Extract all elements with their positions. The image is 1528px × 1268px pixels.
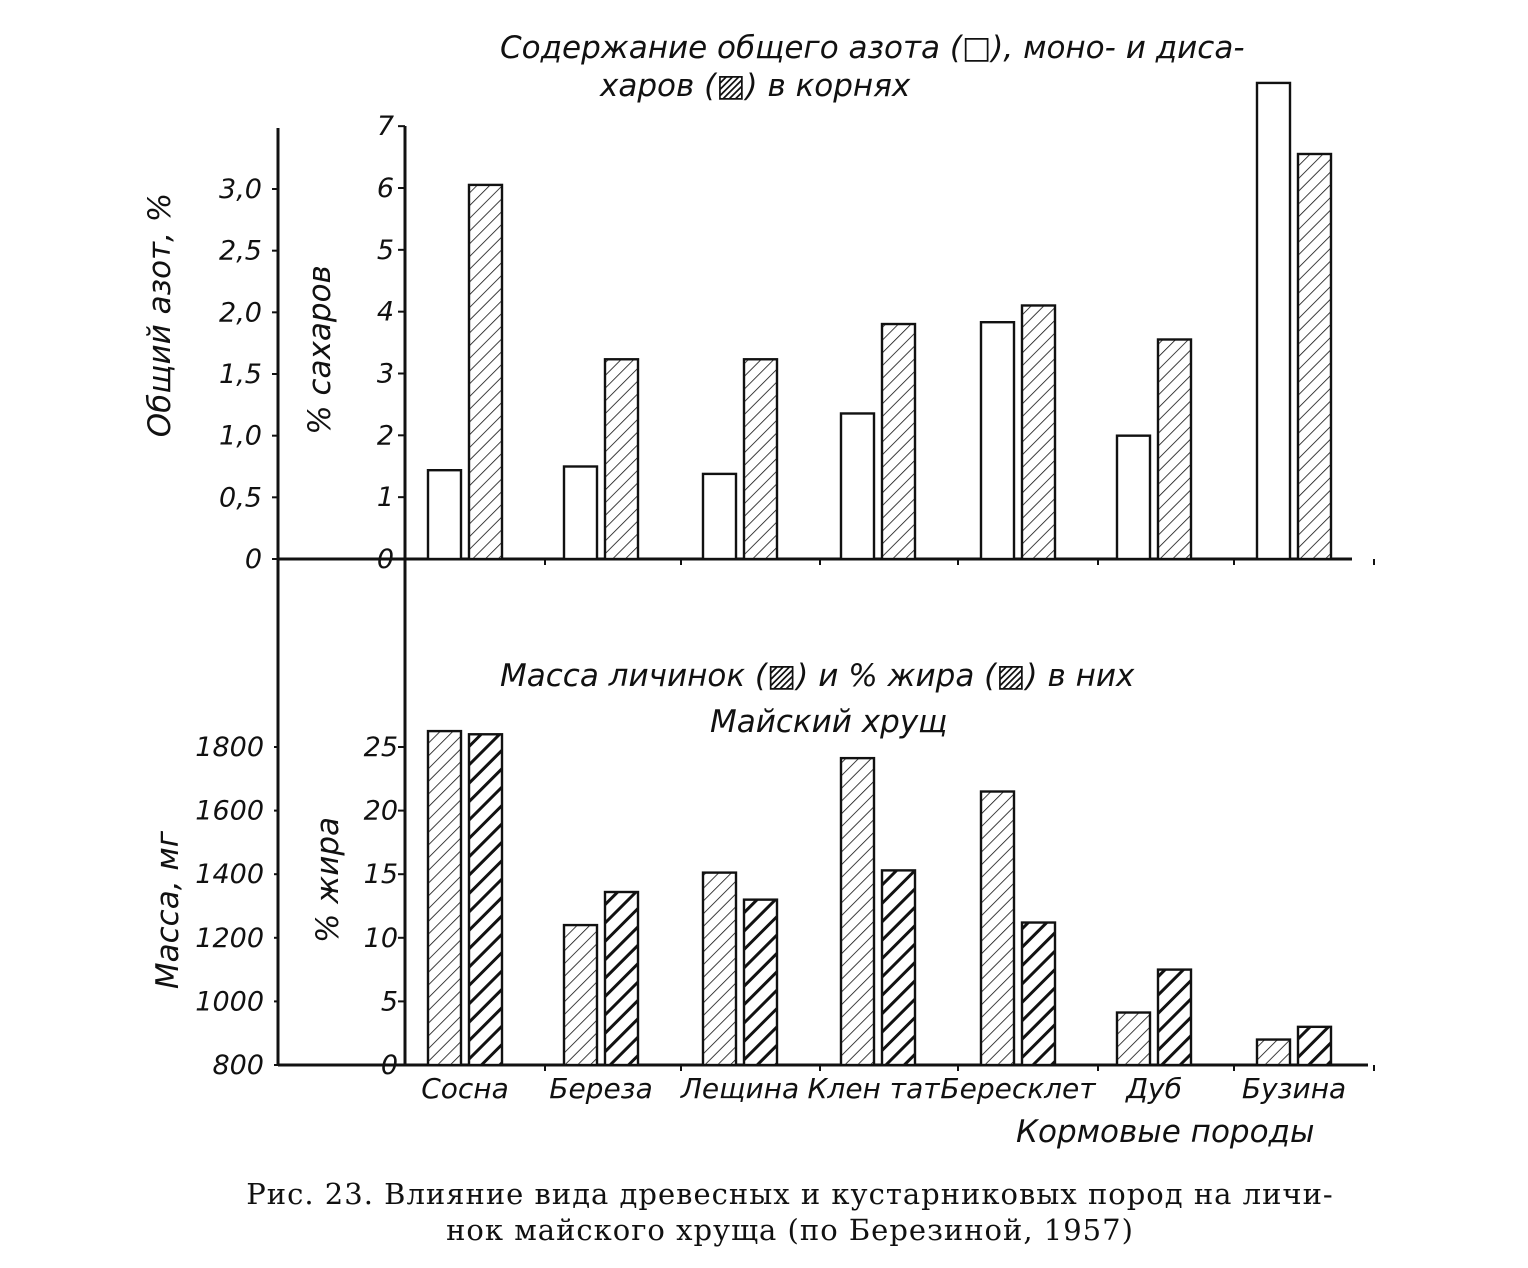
category-label: Бузина [1241,1072,1347,1105]
figure-caption [150,1176,1430,1248]
left-tick-label: 1600 [195,795,264,827]
category-label: Дуб [1126,1072,1182,1105]
bar-масса-1 [564,925,597,1065]
right-tick-label: 20 [363,795,398,827]
left-tick-label: 1,0 [219,420,262,452]
bar-масса-0 [428,731,461,1065]
right-tick-label: 25 [363,732,398,763]
x-footer-label: Кормовые породы [1016,1114,1315,1150]
top-chart-title-line1: Содержание общего азота (□), моно- и диса- [500,30,1245,66]
bottom-chart-subtitle: Майский хрущ [710,704,948,740]
bar-масса-5 [1117,1013,1150,1065]
left-tick-label: 1200 [195,922,264,954]
top-left-axis-label: Общий азот, % [142,192,178,438]
bar-азот-2 [703,474,736,559]
right-tick-label: 1 [376,482,394,514]
right-tick-label: 0 [380,1050,398,1081]
bar-жир-2 [744,900,777,1065]
left-tick-label: 1000 [195,986,264,1018]
right-tick-label: 6 [376,173,394,204]
bar-масса-3 [841,758,874,1065]
bar-азот-3 [841,413,874,559]
right-tick-label: 4 [376,296,394,328]
right-tick-label: 5 [376,234,394,266]
right-tick-label: 7 [376,111,394,143]
category-label: Лещина [680,1072,800,1105]
bar-сахара-1 [605,359,638,559]
bar-сахара-2 [744,359,777,559]
bar-азот-6 [1257,83,1290,559]
category-label: Сосна [421,1072,509,1105]
left-tick-label: 0,5 [219,482,262,514]
bar-жир-4 [1022,923,1055,1065]
bar-масса-4 [981,792,1014,1065]
bar-масса-2 [703,873,736,1065]
bottom-left-axis-label: Масса, мг [150,830,186,990]
left-tick-label: 2,5 [219,235,262,267]
bar-сахара-0 [469,185,502,559]
bar-жир-0 [469,734,502,1065]
bar-азот-1 [564,467,597,560]
category-label: Береза [549,1072,653,1105]
right-tick-label: 5 [380,986,398,1018]
top-right-axis-label: % сахаров [302,265,338,435]
left-tick-label: 2,0 [219,297,262,329]
left-tick-label: 1,5 [219,359,262,390]
left-tick-label: 1800 [195,732,264,763]
bar-азот-4 [981,322,1014,559]
bar-сахара-3 [882,324,915,559]
bar-сахара-5 [1158,339,1191,559]
bar-жир-1 [605,892,638,1065]
bar-сахара-6 [1298,154,1331,559]
right-tick-label: 0 [376,544,394,575]
right-tick-label: 2 [376,420,394,452]
right-tick-label: 3 [376,358,394,390]
left-tick-label: 1400 [195,859,264,891]
category-label: Клен тат. [807,1072,949,1105]
bar-масса-6 [1257,1040,1290,1065]
bar-сахара-4 [1022,305,1055,559]
bar-азот-5 [1117,436,1150,559]
right-tick-label: 10 [363,922,398,954]
bar-жир-6 [1298,1027,1331,1065]
bottom-right-axis-label: % жира [310,816,346,944]
left-tick-label: 0 [244,544,262,575]
bar-жир-5 [1158,970,1191,1065]
left-tick-label: 800 [212,1050,264,1081]
left-tick-label: 3,0 [219,174,262,205]
caption-line-2: нок майского хруща (по Березиной, 1957) [446,1213,1134,1247]
right-tick-label: 15 [363,859,398,891]
bar-азот-0 [428,470,461,559]
caption-line-1: Рис. 23. Влияние вида древесных и кустарниковых пород на личи- [246,1177,1334,1211]
bar-жир-3 [882,870,915,1065]
chart-marks [195,83,1374,1105]
category-label: Бересклет [940,1072,1096,1105]
bottom-chart-title-line1: Масса личинок (▨) и % жира (▨) в них [500,658,1135,694]
top-chart-title-line2: харов (▨) в корнях [600,68,911,104]
